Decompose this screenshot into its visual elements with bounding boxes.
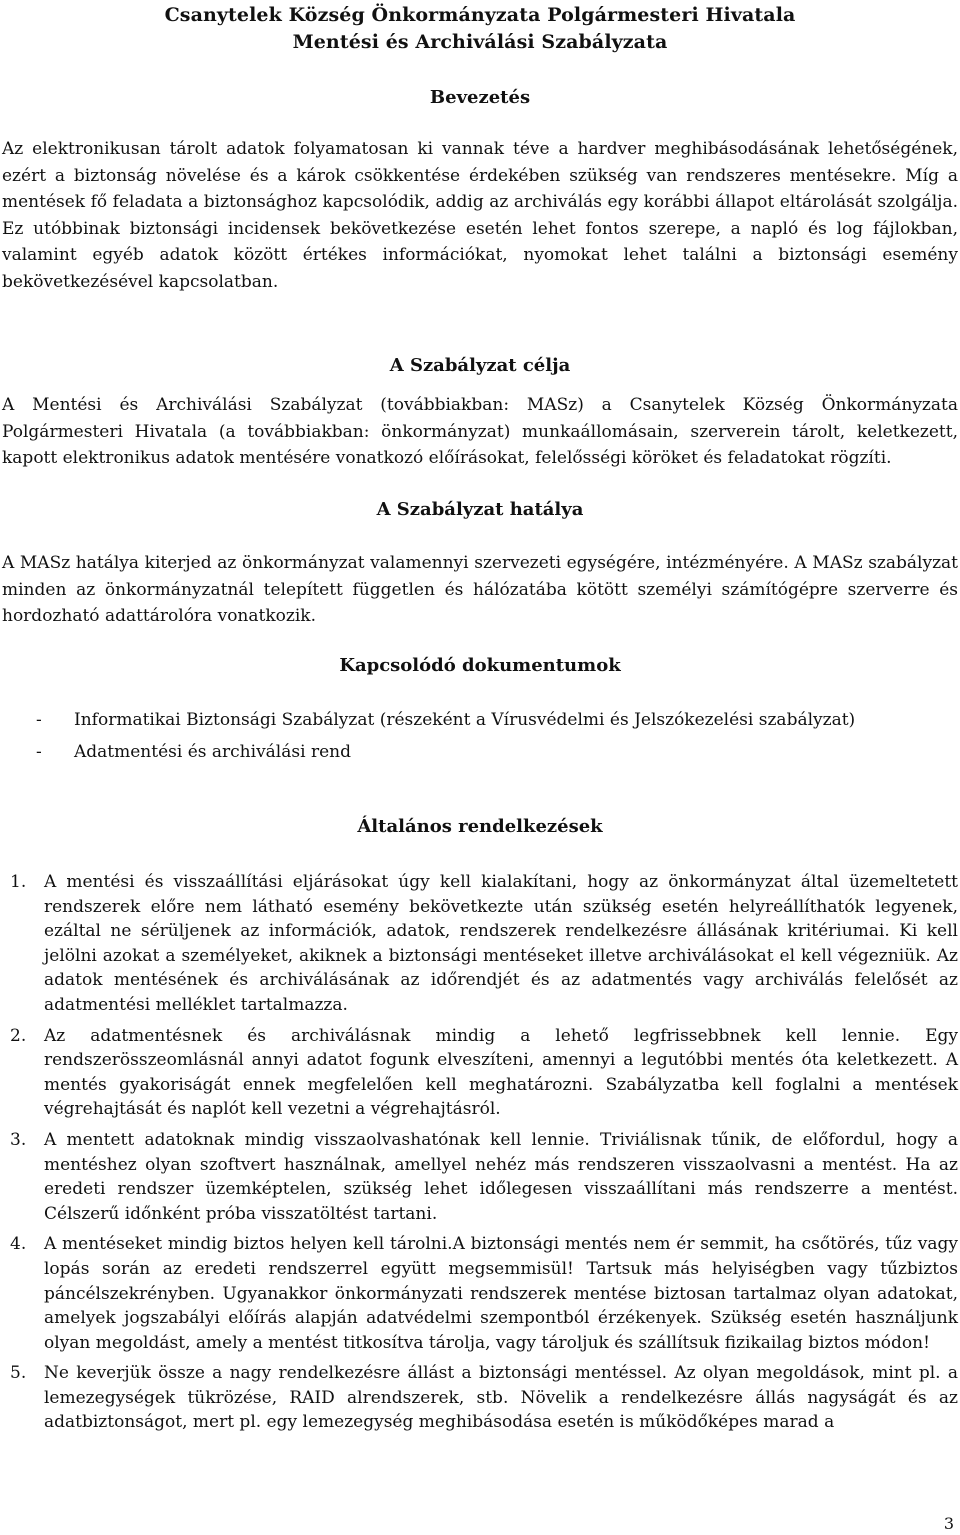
list-item-number: 4. — [10, 1234, 27, 1255]
list-dash: - — [36, 710, 42, 730]
page-number: 3 — [943, 1514, 954, 1533]
intro-heading: Bevezetés — [429, 87, 531, 108]
list-item-text: A mentéseket mindig biztos helyen kell tárolni.A biztonsági mentés nem ér semmit, ha csőtörés, tűz vagy lopás során az eredeti rendszerrel együtt megsemmisül! Tartsuk más helyiségben vagy tűzbiztos páncélszekrényben. Ugyanakkor önkormányzati rendszerek mentése biztosan tartalmaz olyan adatokat, amelyek jogszabályi előírás alapján adatvédelmi szempontból érzékenyek. Szükség esetén használjunk olyan megoldást, amely a mentést titkosítva tárolja, vagy tároljuk és szállítsuk fizikailag biztos módon! — [44, 1234, 958, 1353]
intro-paragraph: Az elektronikusan tárolt adatok folyamatosan ki vannak téve a hardver meghibásodásának lehetőségének, ezért a biztonság növelése és a károk csökkentése érdekében szükség van rendszeres mentésekre. Míg a mentések fő feladata a biztonsághoz kapcsolódik, addig az archiválás egy korábbi állapot eltárolását szolgálja. Ez utóbbinak biztonsági incidensek bekövetkezése esetén lehet fontos szerepe, a napló és log fájlokban, valamint egyéb adatok között értékes információkat, nyomokat lehet találni a biztonsági esemény bekövetkezésével kapcsolatban. — [2, 139, 958, 292]
related-docs-heading: Kapcsolódó dokumentumok — [339, 655, 621, 676]
list-item-text: Ne keverjük össze a nagy rendelkezésre állást a biztonsági mentéssel. Az olyan megoldások, mint pl. a lemezegységek tükrözése, RAID alrendszerek, stb. Növelik a rendelkezésre állás nagyságát és az adatbiztonságot, mert pl. egy lemezegység meghibásodása esetén is működőképes marad a — [44, 1363, 958, 1433]
list-item-text: A mentett adatoknak mindig visszaolvashatónak kell lennie. Triviálisnak tűnik, de előfordul, hogy a mentéshez olyan szoftvert használnak, amellyel nehéz más rendszeren visszaolvasni a mentést. Ha az eredeti rendszer üzemképtelen, szükség lehet időlegesen visszaállítani más rendszerre a mentést. Célszerű időnként próba visszatöltést tartani. — [44, 1129, 958, 1224]
list-item — [36, 736, 956, 768]
list-item — [0, 870, 958, 1018]
list-item-text: Informatikai Biztonsági Szabályzat (részeként a Vírusvédelmi és Jelszókezelési szabályzat) — [74, 710, 856, 730]
scope-heading: A Szabályzat hatálya — [376, 499, 584, 520]
list-item — [0, 1361, 958, 1435]
related-docs-list — [36, 704, 956, 768]
list-item — [0, 1128, 958, 1226]
list-item-text: A mentési és visszaállítási eljárásokat úgy kell kialakítani, hogy az önkormányzat által üzemeltetett rendszerek előre nem látható esemény bekövetkezte után szükség esetén helyreállíthatók legyenek, ezáltal ne sérüljenek az információk, adatok, rendszerek rendelkezésre állásának kritériumai. Ki kell jelölni azokat a személyeket, akiknek a biztonsági mentéseket illetve archiválásokat el kell végezniük. Az adatok mentésének és archiválásának az időrendjét és az adatmentés vagy archiválás felelősét az adatmentési melléklet tartalmazza. — [44, 872, 958, 1015]
list-item — [0, 1024, 958, 1122]
list-item-number: 5. — [10, 1363, 27, 1384]
purpose-heading: A Szabályzat célja — [389, 355, 571, 376]
document-title-line1: Csanytelek Község Önkormányzata Polgármesteri Hivatala — [164, 4, 796, 26]
list-item — [36, 704, 956, 736]
list-item-number: 1. — [10, 872, 27, 892]
list-item — [0, 1232, 958, 1355]
document-title-line2: Mentési és Archiválási Szabályzata — [292, 31, 668, 53]
list-dash: - — [36, 742, 42, 762]
list-item-text: Adatmentési és archiválási rend — [74, 742, 351, 762]
general-provisions-list — [0, 870, 958, 1441]
general-provisions-heading: Általános rendelkezések — [357, 816, 603, 837]
list-item-text: Az adatmentésnek és archiválásnak mindig a lehető legfrissebbnek kell lennie. Egy rendszerösszeomlásnál annyi adatot fogunk elveszíteni, amennyi a legutóbbi mentés óta keletkezett. A mentés gyakoriságát ennek megfelelően kell meghatározni. Szabályzatba kell foglalni a mentések végrehajtását és naplót kell vezetni a végrehajtásról. — [44, 1025, 958, 1120]
purpose-paragraph: A Mentési és Archiválási Szabályzat (továbbiakban: MASz) a Csanytelek Község Önkormányzata Polgármesteri Hivatala (a továbbiakban: önkormányzat) munkaállomásain, szerverein tárolt, keletkezett, kapott elektronikus adatok mentésére vonatkozó előírásokat, felelősségi köröket és feladatokat rögzíti. — [2, 395, 958, 469]
scope-paragraph: A MASz hatálya kiterjed az önkormányzat valamennyi szervezeti egységére, intézményére. A MASz szabályzat minden az önkormányzatnál telepített független és hálózatába kötött személyi számítógépre szerverre és hordozható adattárolóra vonatkozik. — [2, 553, 958, 627]
list-item-number: 3. — [10, 1129, 27, 1150]
list-item-number: 2. — [10, 1025, 27, 1046]
